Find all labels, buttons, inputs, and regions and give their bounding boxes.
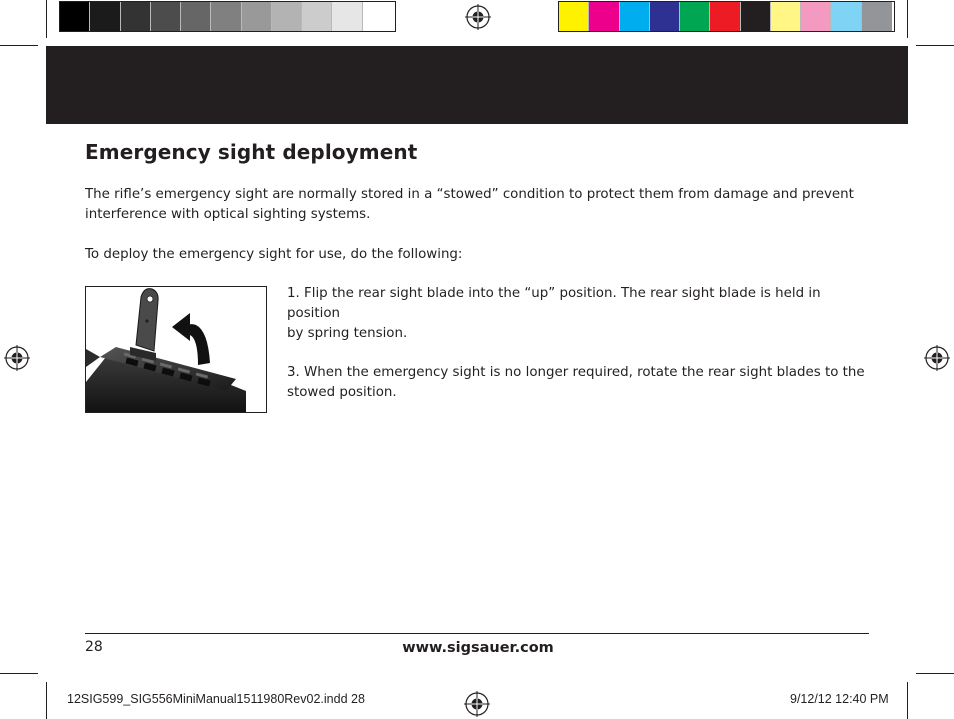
crop-mark (0, 673, 38, 674)
color-swatch (121, 2, 151, 31)
step-text: 3. When the emergency sight is no longer required, rotate the rear sight blades to the (287, 365, 865, 380)
step-item (287, 284, 871, 344)
color-swatch (90, 2, 120, 31)
deploy-intro: To deploy the emergency sight for use, do the following: (85, 247, 463, 262)
footer-divider (85, 633, 869, 634)
color-swatch (272, 2, 302, 31)
step-text: stowed position. (287, 385, 397, 400)
crop-mark (907, 682, 908, 719)
step-text: 1. Flip the rear sight blade into the “up” position. The rear sight blade is held in position (287, 286, 821, 321)
crop-mark (907, 0, 908, 38)
color-swatch (771, 2, 801, 31)
color-swatch (650, 2, 680, 31)
header-banner (46, 46, 908, 124)
color-swatch (302, 2, 332, 31)
step-item (287, 363, 871, 403)
slug-datetime: 9/12/12 12:40 PM (790, 692, 889, 706)
process-color-bar (558, 1, 895, 32)
registration-mark-icon (464, 691, 490, 717)
color-swatch (862, 2, 892, 31)
color-swatch (151, 2, 181, 31)
step-text: by spring tension. (287, 326, 408, 341)
slug-filename: 12SIG599_SIG556MiniManual1511980Rev02.indd 28 (67, 692, 365, 706)
rear-sight-photo (85, 286, 267, 413)
color-swatch (242, 2, 272, 31)
registration-mark-icon (4, 345, 30, 371)
crop-mark (46, 0, 47, 38)
color-swatch (831, 2, 861, 31)
color-swatch (559, 2, 589, 31)
color-swatch (332, 2, 362, 31)
color-swatch (801, 2, 831, 31)
color-swatch (363, 2, 393, 31)
color-swatch (181, 2, 211, 31)
intro-line: interference with optical sighting systems. (85, 207, 371, 222)
color-swatch (680, 2, 710, 31)
page-title: Emergency sight deployment (85, 140, 418, 164)
crop-mark (916, 673, 954, 674)
crop-mark (46, 682, 47, 719)
color-swatch (741, 2, 771, 31)
color-swatch (589, 2, 619, 31)
registration-mark-icon (924, 345, 950, 371)
rear-sight-illustration (86, 287, 267, 413)
crop-mark (916, 45, 954, 46)
color-swatch (710, 2, 740, 31)
intro-paragraph (85, 185, 854, 225)
intro-line: The rifle’s emergency sight are normally stored in a “stowed” condition to protect them from damage and prevent (85, 187, 854, 202)
steps-list (287, 284, 871, 422)
website-link[interactable]: www.sigsauer.com (402, 640, 554, 656)
color-swatch (60, 2, 90, 31)
page-number: 28 (85, 639, 103, 655)
color-swatch (620, 2, 650, 31)
color-swatch (211, 2, 241, 31)
registration-mark-icon (465, 4, 491, 30)
crop-mark (0, 45, 38, 46)
grayscale-color-bar (59, 1, 396, 32)
